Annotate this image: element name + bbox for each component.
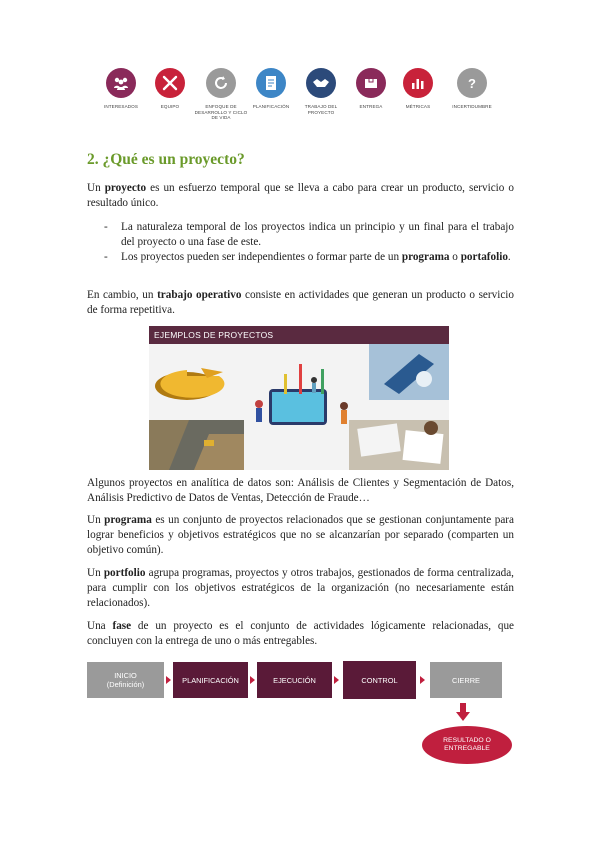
phase-inicio-sublabel: (Definición) [106,680,145,689]
flow-arrow [166,676,171,684]
icon-label: EQUIPO [160,104,180,109]
down-arrow-icon [456,703,470,721]
result-deliverable [422,726,512,764]
phase-control: CONTROL [343,661,416,699]
metrics-icon [403,68,433,98]
bullet-temporal: - La naturaleza temporal de los proyectos indica un principio y un final para el trabajo del proyecto o una fase de este. [104,220,514,250]
team-illustration [255,364,348,425]
flow-arrow [334,676,339,684]
phase-planificacion: PLANIFICACIÓN [173,662,248,698]
tools-icon [155,68,185,98]
pie-image [155,368,224,400]
icon-label: ENFOQUE DE DESARROLLO Y CICLO DE VIDA [194,104,248,120]
paragraph-portfolio: Un portfolio agrupa programas, proyectos y otros trabajos, gestionados de forma centralizada, para cumplir con los objetivos estratégicos de la organización (no necesariamente están relacionados). [87,567,514,610]
result-label-2: ENTREGABLE [444,745,490,752]
principle-planificacion [243,68,299,110]
principle-metricas [390,68,446,110]
construction-image [149,420,244,470]
icon-label: PLANIFICACIÓN [252,104,290,109]
flow-arrow [250,676,255,684]
handshake-icon [306,68,336,98]
principles-icon-row [100,68,500,128]
flow-arrow [420,676,425,684]
people-icon [106,68,136,98]
paragraph-proyecto: Un proyecto es un esfuerzo temporal que se lleva a cabo para crear un producto, servicio o resultado único. [87,182,514,210]
examples-illustration [149,344,449,470]
phase-inicio-label: INICIO [114,671,137,680]
svg-text:?: ? [468,76,476,91]
result-label-1: RESULTADO O [443,736,491,744]
principle-enfoque [193,68,249,121]
icon-label: INTERESADOS [103,104,139,109]
principle-trabajo [293,68,349,115]
icon-label: TRABAJO DEL PROYECTO [304,104,338,115]
principle-interesados [93,68,149,110]
delivery-icon [356,68,386,98]
bullet-independientes: - Los proyectos pueden ser independientes o formar parte de un programa o portafolio. [104,250,514,265]
document-icon [256,68,286,98]
paragraph-fase: Una fase de un proyecto es el conjunto de actividades lógicamente relacionadas, que concluyen con la entrega de uno o más entregables. [87,620,514,648]
icon-label: ENTREGA [359,104,383,109]
paragraph-trabajo-operativo: En cambio, un trabajo operativo consiste en actividades que generan un producto o servicio de forma repetitiva. [87,289,514,317]
principle-equipo [142,68,198,110]
phase-inicio [87,662,164,698]
principle-incertidumbre [444,68,500,110]
paragraph-analitica: Algunos proyectos en analítica de datos son: Análisis de Clientes y Segmentación de Datos, Análisis Predictivo de Datos de Ventas, Detección de Fraude… [87,477,514,505]
examples-figure [149,326,449,470]
documents-image [349,420,449,470]
paragraph-programa: Un programa es un conjunto de proyectos relacionados que se gestionan conjuntamente para lograr beneficios y objetivos estratégicos que no se alcanzarían por separado (comparten un objetivo común). [87,514,514,557]
icon-label: INCERTIDUMBRE [452,104,492,109]
section-heading: 2. ¿Qué es un proyecto? [87,151,245,168]
icon-label: MÉTRICAS [405,104,431,109]
medical-image [369,344,449,400]
phase-cierre: CIERRE [430,662,502,698]
phase-ejecucion: EJECUCIÓN [257,662,332,698]
examples-title: EJEMPLOS DE PROYECTOS [149,326,449,344]
cycle-icon [206,68,236,98]
question-icon [457,68,487,98]
